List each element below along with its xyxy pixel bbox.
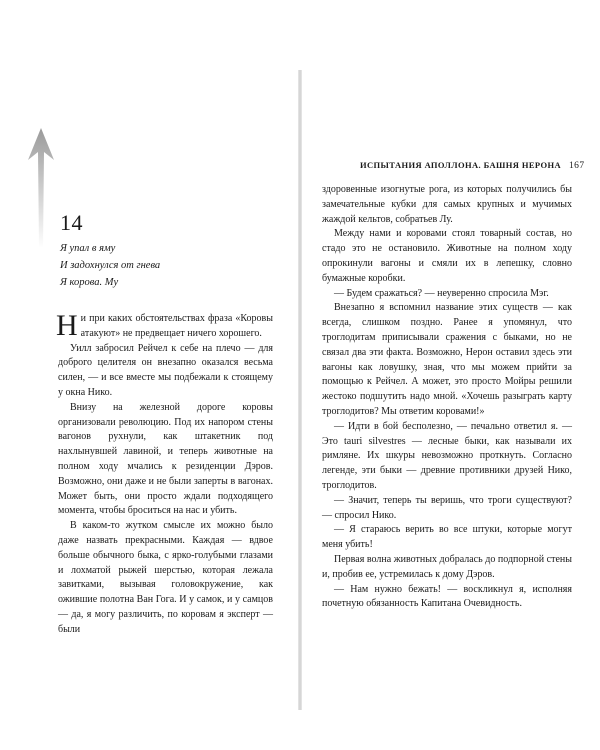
paragraph: Первая волна животных добралась до подпорной стены и, пробив ее, устремилась к дому Дэров. [322,553,572,580]
paragraph: — Значит, теперь ты веришь, что троги существуют? — спросил Нико. [322,494,572,521]
right-body-text [322,183,572,612]
paragraph: — Я стараюсь верить во все штуки, которые могут меня убить! [322,524,572,551]
drop-cap: Н [56,309,78,342]
arrow-up-icon [28,128,54,248]
running-head-title: ИСПЫТАНИЯ АПОЛЛОНА. БАШНЯ НЕРОНА [360,160,562,170]
epigraph-line: Я упал в яму [60,243,116,254]
paragraph: В каком-то жутком смысле их можно было даже назвать прекрасными. Каждая — вдвое больше обычного быка, с ярко-голубыми глазами и лохматой рыжей шерстью, которая лежала завитками, вызывая головокружение, как ожившие полотна Ван Гога. И у самок, и у самцов — да, я могу различить, по коровам я эксперт — были [58,520,273,635]
running-head [360,160,585,171]
paragraph: Уилл забросил Рейчел к себе на плечо — для доброго целителя он внезапно оказался весьма силен, — и все вместе мы подбежали к стоящему у окна Нико. [58,342,273,398]
epigraph-line: И задохнулся от гнева [60,260,161,271]
epigraph [60,240,160,291]
chapter-number: 14 [60,210,83,235]
paragraph: Внизу на железной дороге коровы организовали революцию. Под их напором стены вагонов рухнули, как штакетник под нахлынувшей лавиной, и теперь животные на полном ходу мчались к резиденции Дэров. Возможно, они даже и не были заперты в вагонах. Может быть, они просто ждали подходящего момента, чтобы броситься на нас и убить. [58,401,273,517]
page-number: 167 [569,161,585,171]
paragraph: Ни при каких обстоятельствах фраза «Коровы атакуют» не предвещает ничего хорошего. [56,309,273,342]
paragraph: — Нам нужно бежать! — воскликнул я, исполняя почетную обязанность Капитана Очевидность. [322,583,572,610]
left-body-text [56,309,273,638]
epigraph-line: Я корова. Му [60,277,119,288]
paragraph: — Будем сражаться? — неуверенно спросила Мэг. [334,287,549,299]
paragraph: — Идти в бой бесполезно, — печально ответил я. — Это tauri silvestres — лесные быки, как называли их римляне. Их шкуры невозможно проткнуть. Согласно легенде, эти быки — древние противники друзей Нико, троглодитов. [322,420,572,491]
paragraph: Между нами и коровами стоял товарный состав, но стадо это не остановило. Животные на полном ходу опрокинули вагоны и смяли их в лепешку, словно бумажные коробки. [322,228,572,284]
paragraph: Внезапно я вспомнил название этих существ — как всегда, слишком поздно. Ранее я упомянул, что троглодитам приписывали сражения с быками, но не связал два эти факта. Возможно, Нерон оставил здесь эти вагоны как ловушку, зная, что мы можем прийти за помощью к Рейчел. А может, это просто Мойры решили жестоко подшутить надо мной. «Хочешь разыграть карту троглодитов? Мы ответим коровами!» [322,302,572,417]
paragraph: здоровенные изогнутые рога, из которых получились бы замечательные кубки для самых крупных и мучимых жаждой кельтов, собратьев Лу. [322,184,572,225]
